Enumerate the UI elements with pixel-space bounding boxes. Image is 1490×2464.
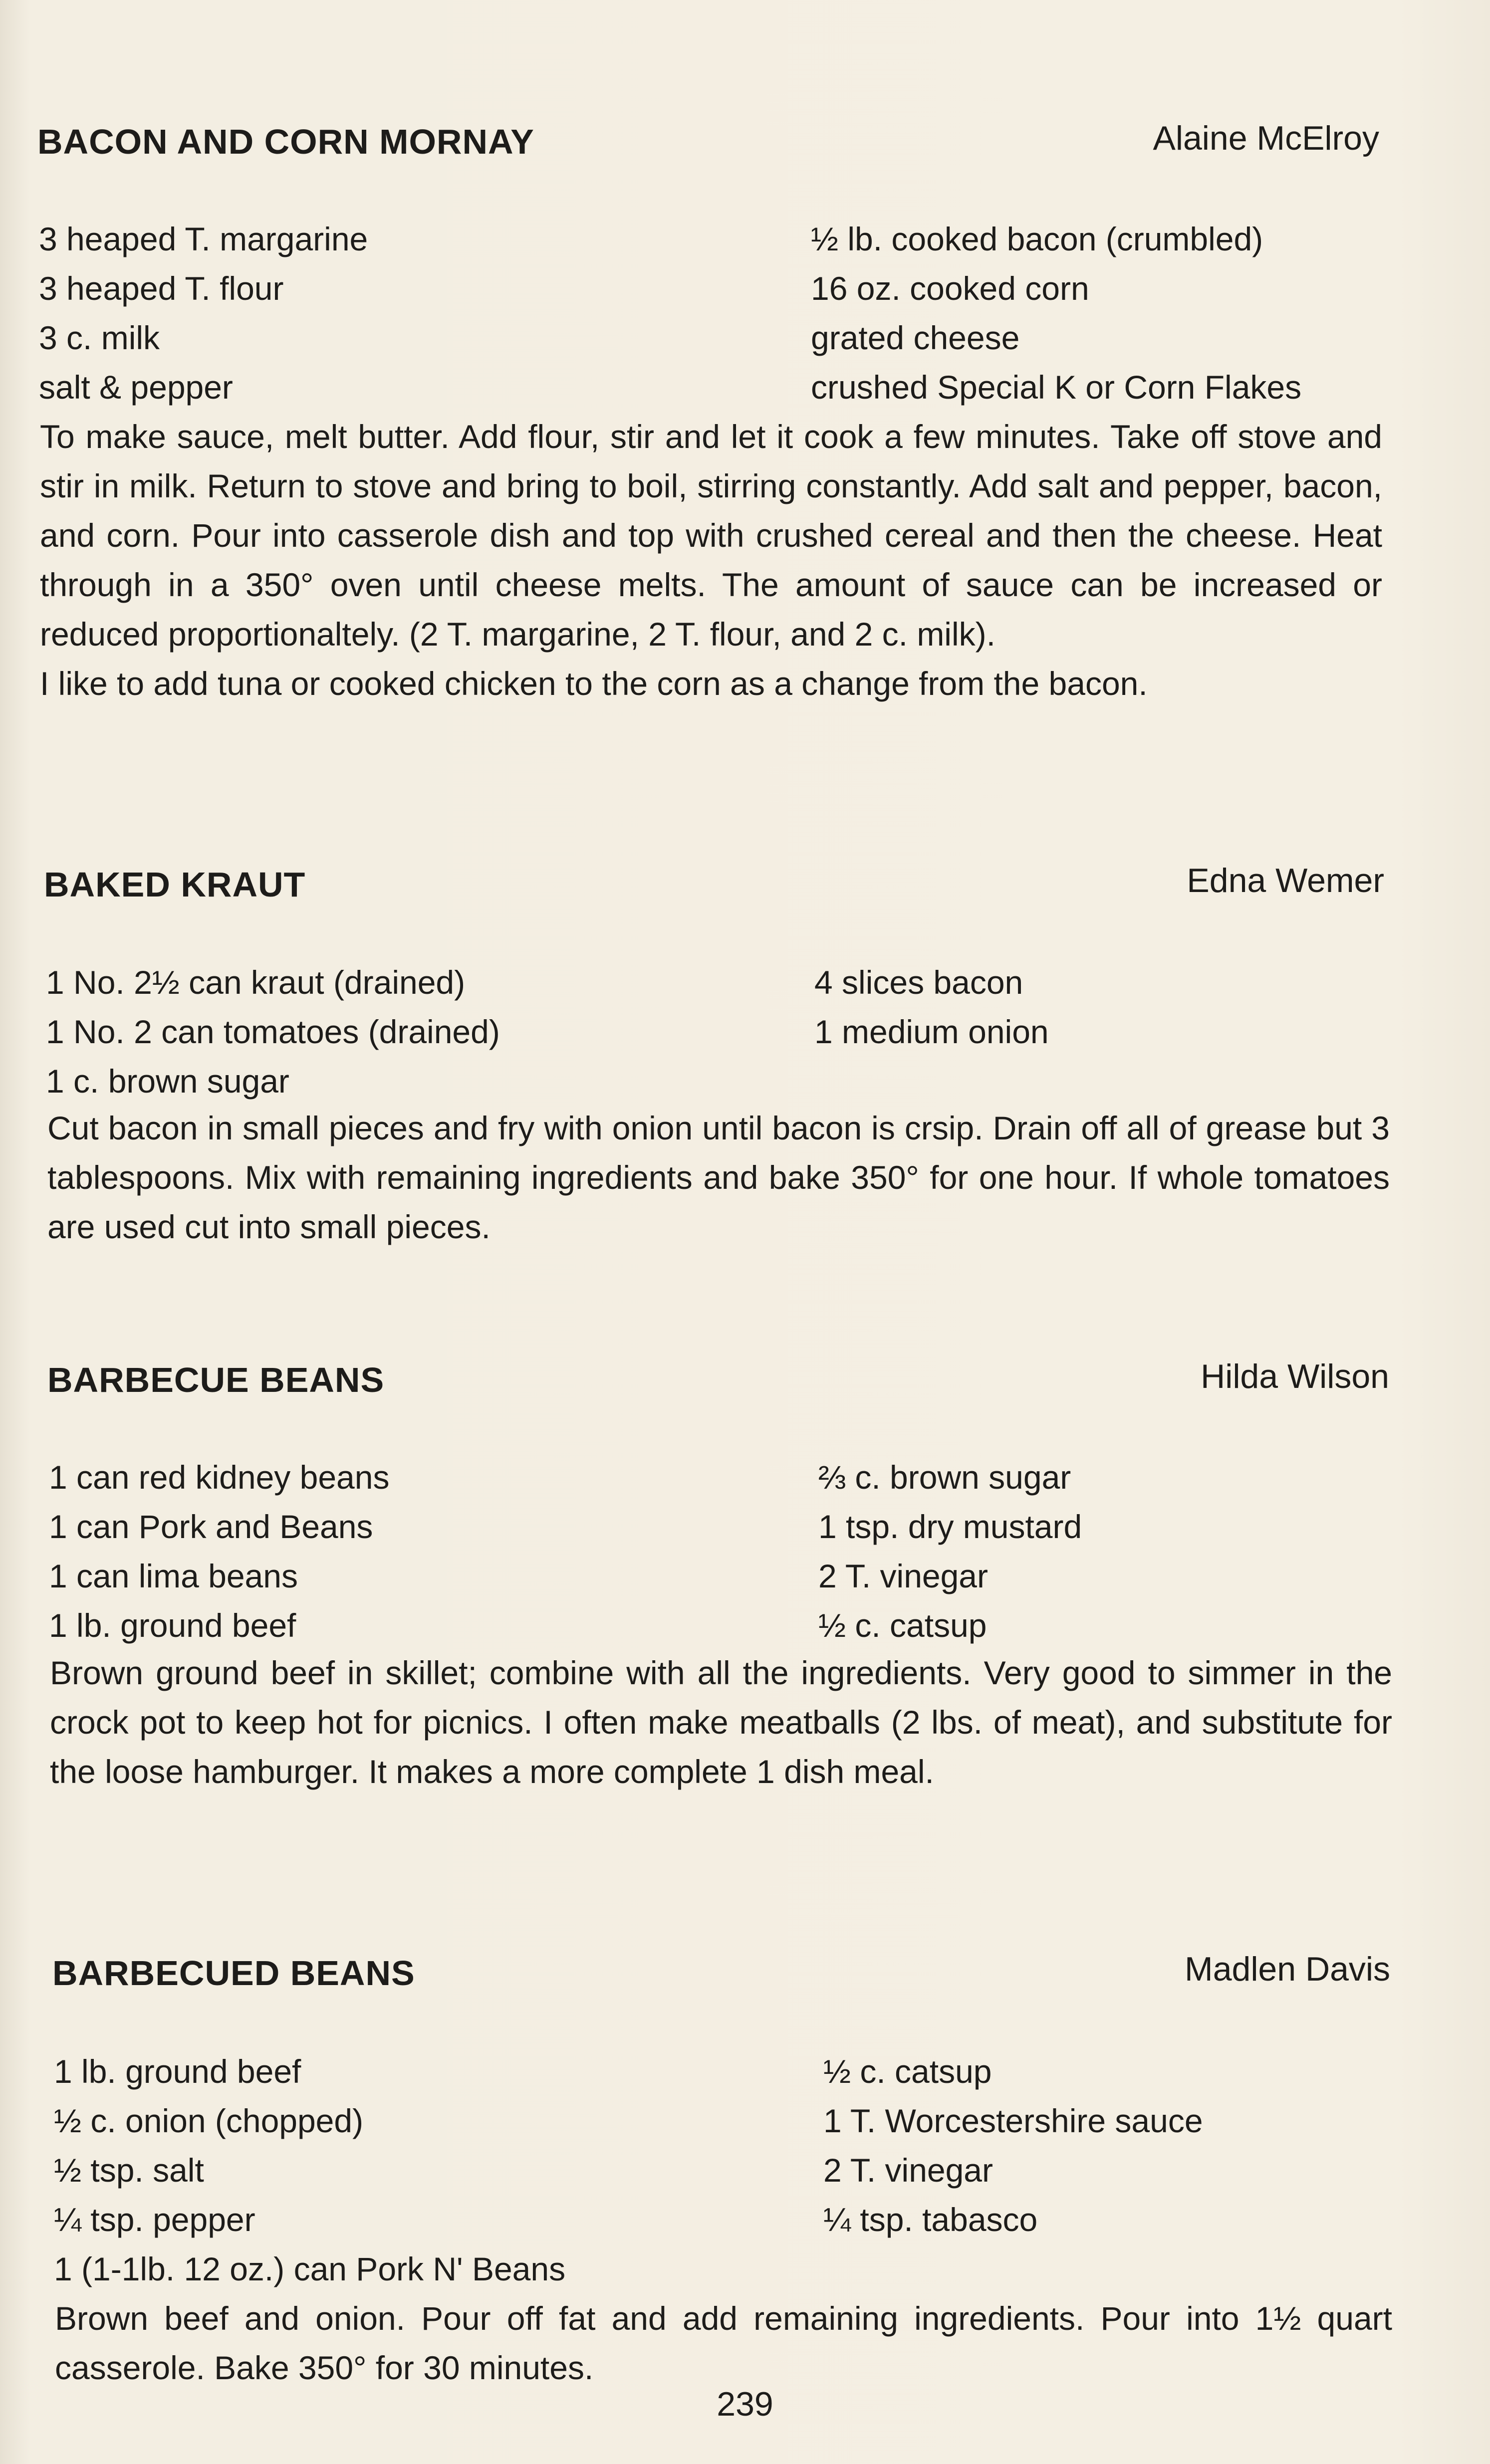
recipe-title: BAKED KRAUT (44, 865, 306, 904)
ingredients-left (54, 2047, 565, 2294)
recipe-directions (50, 1648, 1392, 1796)
ingredient: 1 tsp. dry mustard (818, 1508, 1082, 1545)
recipe-title: BARBECUE BEANS (47, 1360, 385, 1399)
directions-paragraph: Cut bacon in small pieces and fry with onion until bacon is crsip. Drain off all of grease but 3 tablespoons. Mix with remaining ingredients and bake 350° for one hour. If whole tomatoes are used cut into small pieces. (47, 1110, 1390, 1245)
ingredients-right (823, 2047, 1203, 2244)
ingredient: ¼ tsp. pepper (54, 2201, 255, 2238)
ingredient: 1 lb. ground beef (49, 1607, 296, 1644)
directions-paragraph: I like to add tuna or cooked chicken to the corn as a change from the bacon. (40, 665, 1148, 702)
ingredients-left (46, 958, 500, 1106)
ingredient: 1 medium onion (814, 1013, 1049, 1050)
recipe-title: BACON AND CORN MORNAY (37, 122, 534, 161)
recipe-author: Hilda Wilson (1201, 1357, 1389, 1395)
ingredient: 3 c. milk (39, 319, 160, 356)
recipe-directions (47, 1104, 1390, 1252)
recipe-author: Alaine McElroy (1153, 119, 1379, 157)
ingredient: 2 T. vinegar (823, 2152, 993, 2189)
directions-paragraph: Brown ground beef in skillet; combine with all the ingredients. Very good to simmer in the crock pot to keep hot for picnics. I often make meatballs (2 lbs. of meat), and substitute for the loose hamburger. It makes a more complete 1 dish meal. (50, 1654, 1392, 1790)
ingredient: 1 can red kidney beans (49, 1459, 390, 1496)
directions-paragraph: Brown beef and onion. Pour off fat and add remaining ingredients. Pour into 1½ quart casserole. Bake 350° for 30 minutes. (55, 2300, 1392, 2386)
ingredient: grated cheese (811, 319, 1020, 356)
recipe-title: BARBECUED BEANS (52, 1954, 415, 1993)
ingredient: 4 slices bacon (814, 964, 1023, 1001)
ingredient: 3 heaped T. flour (39, 270, 284, 307)
ingredient: salt & pepper (39, 369, 233, 406)
ingredients-left (39, 215, 368, 412)
recipe-author: Edna Wemer (1187, 862, 1384, 899)
ingredient: ½ lb. cooked bacon (crumbled) (811, 221, 1263, 257)
recipe-author: Madlen Davis (1185, 1950, 1390, 1988)
ingredients-right (811, 215, 1301, 412)
ingredient: 1 can lima beans (49, 1558, 298, 1594)
ingredient: 1 No. 2½ can kraut (drained) (46, 964, 466, 1001)
directions-paragraph: To make sauce, melt butter. Add flour, stir and let it cook a few minutes. Take off stove and stir in milk. Return to stove and bring to boil, stirring constantly. Add salt and pepper, bacon, and corn. Pour into casserole dish and top with crushed cereal and then the cheese. Heat through in a 350° oven until cheese melts. The amount of sauce can be increased or reduced proportionaltely. (2 T. margarine, 2 T. flour, and 2 c. milk). (40, 418, 1382, 653)
ingredient: crushed Special K or Corn Flakes (811, 369, 1302, 406)
ingredients-right (814, 958, 1049, 1057)
recipe-directions (40, 412, 1382, 708)
ingredient: 1 T. Worcestershire sauce (823, 2102, 1203, 2139)
ingredient: 1 lb. ground beef (54, 2053, 301, 2090)
ingredient: ¼ tsp. tabasco (823, 2201, 1038, 2238)
ingredient: 1 (1-1lb. 12 oz.) can Pork N' Beans (54, 2250, 566, 2287)
ingredient: ½ c. onion (chopped) (54, 2102, 364, 2139)
ingredient: 2 T. vinegar (818, 1558, 988, 1594)
ingredient: ½ c. catsup (818, 1607, 987, 1644)
ingredients-left (49, 1453, 389, 1650)
ingredient: 1 c. brown sugar (46, 1063, 289, 1100)
ingredient: ½ tsp. salt (54, 2152, 204, 2189)
page-number: 239 (717, 2385, 773, 2423)
ingredient: 16 oz. cooked corn (811, 270, 1089, 307)
ingredient: ⅔ c. brown sugar (818, 1459, 1071, 1496)
ingredients-right (818, 1453, 1082, 1650)
ingredient: 3 heaped T. margarine (39, 221, 368, 257)
ingredient: 1 can Pork and Beans (49, 1508, 373, 1545)
ingredient: 1 No. 2 can tomatoes (drained) (46, 1013, 500, 1050)
ingredient: ½ c. catsup (823, 2053, 992, 2090)
recipe-directions (55, 2294, 1392, 2393)
